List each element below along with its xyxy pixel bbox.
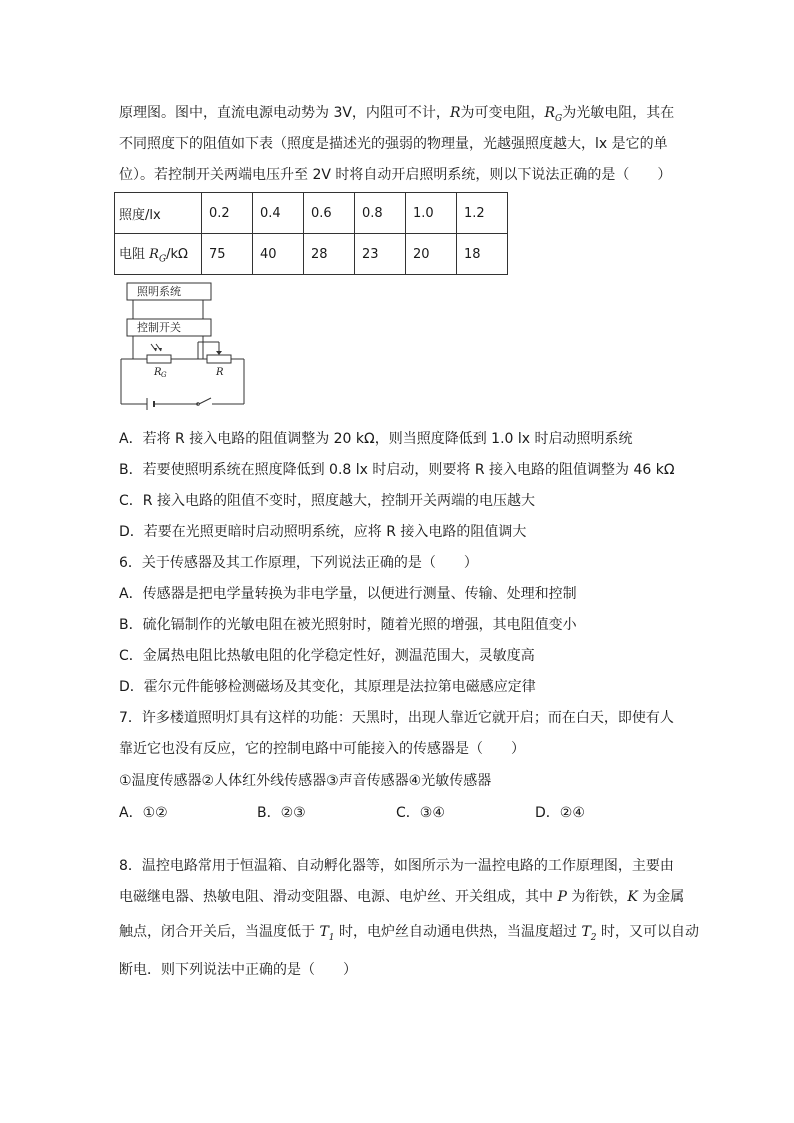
circuit-diagram [118,280,248,410]
q8-line-4: 断电．则下列说法中正确的是（ ） [119,962,357,978]
q5-intro-line-3: 位）。若控制开关两端电压升至 2V 时将自动开启照明系统，则以下说法正确的是（ ） [119,167,672,183]
q6-stem: 6．关于传感器及其工作原理，下列说法正确的是（ ） [119,555,478,571]
illuminance-resistance-table [114,192,508,275]
lighting-system-label: 照明系统 [137,285,181,298]
q8-line-2: 电磁继电器、热敏电阻、滑动变阻器、电源、电炉丝、开关组成，其中 P 为衔铁，K 为金属 [119,889,685,905]
q7-option-b: B．②③ [257,805,306,821]
table-cell: 20 [406,234,457,275]
table-cell: 40 [253,234,304,275]
q5-intro-line-2: 不同照度下的阻值如下表（照度是描述光的强弱的物理量，光越强照度越大，lx 是它的单 [119,136,668,152]
rg-label-subscript: G [161,371,167,379]
q7-choices: ①温度传感器②人体红外线传感器③声音传感器④光敏传感器 [119,773,492,789]
table-cell: 1.2 [457,193,508,234]
q6-option-a: A．传感器是把电学量转换为非电学量，以便进行测量、传输、处理和控制 [119,586,577,602]
q7-stem-line-1: 7．许多楼道照明灯具有这样的功能：天黑时，出现人靠近它就开启；而在白天，即使有人 [119,710,674,726]
switch-lever [199,398,211,404]
table-cell: 18 [457,234,508,275]
q6-option-c: C．金属热电阻比热敏电阻的化学稳定性好，测温范围大，灵敏度高 [119,648,535,664]
q8-line-1: 8．温控电路常用于恒温箱、自动孵化器等，如图所示为一温控电路的工作原理图，主要由 [119,858,674,874]
table-cell: 23 [355,234,406,275]
table-cell: 0.4 [253,193,304,234]
q5-option-d: D．若要在光照更暗时启动照明系统，应将 R 接入电路的阻值调大 [119,524,527,540]
table-cell: 75 [202,234,253,275]
q6-option-d: D．霍尔元件能够检测磁场及其变化，其原理是法拉第电磁感应定律 [119,679,536,695]
q7-option-d: D．②④ [535,805,585,821]
q7-stem-line-2: 靠近它也没有反应，它的控制电路中可能接入的传感器是（ ） [119,741,525,757]
rg-label: R [154,367,162,378]
table-row [115,193,508,234]
table-cell: 1.0 [406,193,457,234]
photoresistor [147,355,171,363]
table-row [115,234,508,275]
table-cell: 0.8 [355,193,406,234]
q5-option-c: C．R 接入电路的阻值不变时，照度越大，控制开关两端的电压越大 [119,493,535,509]
rheostat [207,355,231,363]
q5-intro-line-1: 原理图。图中，直流电源电动势为 3V，内阻可不计，R为可变电阻，$R_G$为光敏电阻，其在 [119,105,675,124]
q5-option-b: B．若要使照明系统在照度降低到 0.8 lx 时启动，则要将 R 接入电路的阻值调整为 46 kΩ [119,462,675,478]
table-cell: 0.6 [304,193,355,234]
table-row-label: 电阻 $R_G/k\Omega$ [115,234,202,275]
q8-line-3: 触点，闭合开关后，当温度低于 $T_1$ 时，电炉丝自动通电供热，当温度超过 $T_2$ 时，又可以自动 [119,924,699,943]
table-cell: 0.2 [202,193,253,234]
q7-option-a: A．①② [119,805,168,821]
table-row-label: 照度/lx [115,193,202,234]
table-cell: 28 [304,234,355,275]
r-label: R [216,367,224,378]
q6-option-b: B．硫化镉制作的光敏电阻在被光照射时，随着光照的增强，其电阻值变小 [119,617,577,633]
control-switch-label: 控制开关 [137,321,181,334]
q5-option-a: A．若将 R 接入电路的阻值调整为 20 kΩ，则当照度降低到 1.0 lx 时启动照明系统 [119,431,633,447]
q7-option-c: C．③④ [396,805,445,821]
